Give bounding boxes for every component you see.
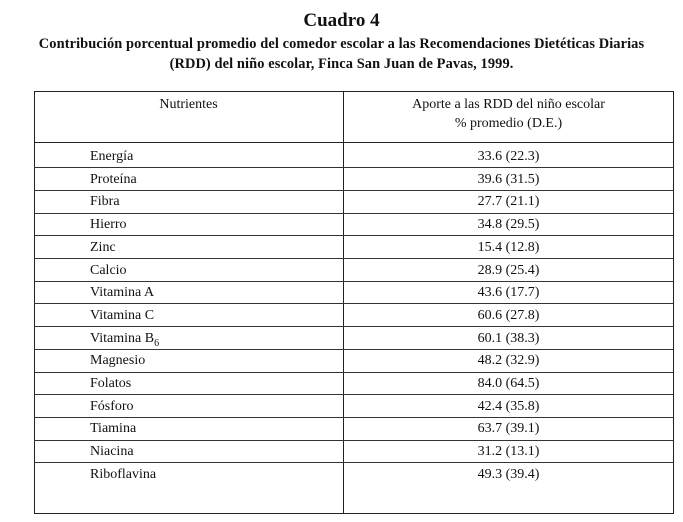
nutrient-name — [90, 194, 120, 210]
nutrient-value: 63.7 (39.1) — [477, 421, 540, 437]
header-nutrientes: Nutrientes — [159, 97, 218, 112]
row-rule — [34, 440, 674, 441]
row-rule — [34, 372, 674, 373]
nutrient-name — [90, 444, 134, 460]
nutrient-name — [90, 263, 127, 279]
header-aporte-line-2: % promedio (D.E.) — [454, 116, 563, 131]
nutrient-name-text: Calcio — [90, 262, 127, 278]
nutrient-name — [90, 308, 154, 324]
nutrient-value: 34.8 (29.5) — [477, 217, 540, 233]
nutrient-name — [90, 399, 134, 415]
nutrient-value: 39.6 (31.5) — [477, 171, 540, 187]
nutrient-name — [90, 331, 159, 347]
nutrient-name-text: Vitamina B — [90, 330, 155, 346]
nutrient-name — [90, 240, 116, 256]
nutrient-name-text: Folatos — [90, 376, 132, 391]
nutrient-value: 42.4 (35.8) — [477, 398, 540, 414]
table-caption-line-1: Contribución porcentual promedio del comedor escolar a las Recomendaciones Dietéticas Diarias — [38, 36, 645, 52]
nutrient-name-subscript: 6 — [154, 337, 160, 349]
header-aporte — [343, 95, 674, 133]
row-rule — [34, 258, 674, 259]
nutrient-value: 49.3 (39.4) — [477, 466, 540, 482]
nutrient-value: 60.1 (38.3) — [477, 330, 540, 346]
nutrient-name — [90, 421, 136, 437]
row-rule — [34, 235, 674, 236]
nutrient-name — [90, 353, 145, 369]
row-rule — [34, 326, 674, 327]
row-rule — [34, 213, 674, 214]
nutrient-name-text: Riboflavina — [90, 466, 157, 482]
nutrient-name-text: Vitamina C — [90, 307, 155, 323]
nutrient-value: 33.6 (22.3) — [477, 149, 540, 164]
nutrient-name — [90, 149, 133, 165]
row-rule — [34, 167, 674, 168]
nutrient-name — [90, 376, 131, 392]
nutrient-name-text: Proteína — [90, 171, 137, 187]
row-rule — [34, 417, 674, 418]
header-aporte-line-1: Aporte a las RDD del niño escolar — [412, 97, 605, 112]
nutrient-name-text: Fibra — [90, 194, 120, 210]
nutrient-value: 43.6 (17.7) — [477, 285, 540, 301]
nutrient-name-text: Niacina — [90, 444, 134, 460]
nutrient-name — [90, 467, 156, 483]
row-rule — [34, 394, 674, 395]
row-rule — [34, 303, 674, 304]
nutrient-name-text: Energía — [90, 149, 134, 164]
table-caption-title: Cuadro 4 — [303, 10, 380, 31]
row-rule — [34, 190, 674, 191]
nutrient-name-text: Magnesio — [90, 353, 146, 369]
row-rule — [34, 462, 674, 463]
row-rule — [34, 349, 674, 350]
header-rule — [34, 142, 674, 143]
row-rule — [34, 281, 674, 282]
nutrient-value: 60.6 (27.8) — [477, 307, 540, 323]
table-caption-line-2: (RDD) del niño escolar, Finca San Juan de Pavas, 1999. — [169, 56, 514, 72]
nutrient-value: 15.4 (12.8) — [477, 239, 540, 255]
nutrient-name-text: Vitamina A — [90, 285, 155, 301]
nutrient-value: 48.2 (32.9) — [477, 353, 540, 369]
nutrient-name-text: Hierro — [90, 217, 127, 233]
nutrient-name-text: Zinc — [90, 239, 116, 255]
nutrient-name — [90, 285, 154, 301]
nutrient-value: 31.2 (13.1) — [477, 444, 540, 460]
nutrient-name — [90, 172, 137, 188]
nutrient-value: 28.9 (25.4) — [477, 262, 540, 278]
nutrient-value: 84.0 (64.5) — [477, 376, 540, 391]
nutrient-name-text: Fósforo — [90, 398, 134, 414]
nutrient-value: 27.7 (21.1) — [477, 194, 540, 210]
nutrient-name — [90, 217, 127, 233]
nutrient-name-text: Tiamina — [90, 421, 137, 437]
